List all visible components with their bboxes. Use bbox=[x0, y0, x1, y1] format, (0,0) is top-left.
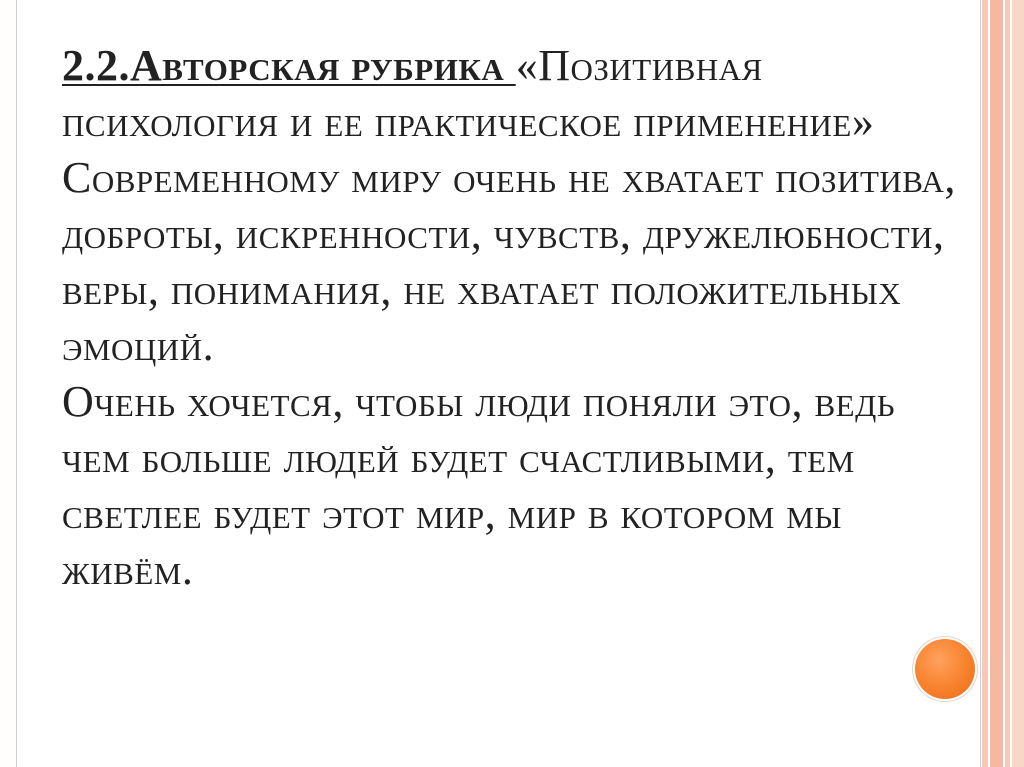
slide-heading bbox=[62, 38, 962, 150]
paragraph-2: Очень хочется, чтобы люди поняли это, ведь чем больше людей будет счастливыми, тем светлее будет этот мир, мир в котором мы живём. bbox=[62, 377, 896, 594]
decorative-stripe bbox=[1012, 0, 1024, 767]
paragraph-1: Современному миру очень не хватает позитива, доброты, искренности, чувств, дружелюбности, веры, понимания, не хватает положительных эмоций. bbox=[62, 153, 956, 370]
decorative-stripe bbox=[990, 0, 1003, 767]
heading-rest: «Позитивная психология и ее практическое применение» bbox=[62, 41, 875, 146]
slide-content bbox=[62, 38, 962, 598]
orange-circle-decoration bbox=[915, 639, 975, 699]
heading-lead: 2.2.Авторская рубрика bbox=[62, 41, 516, 90]
